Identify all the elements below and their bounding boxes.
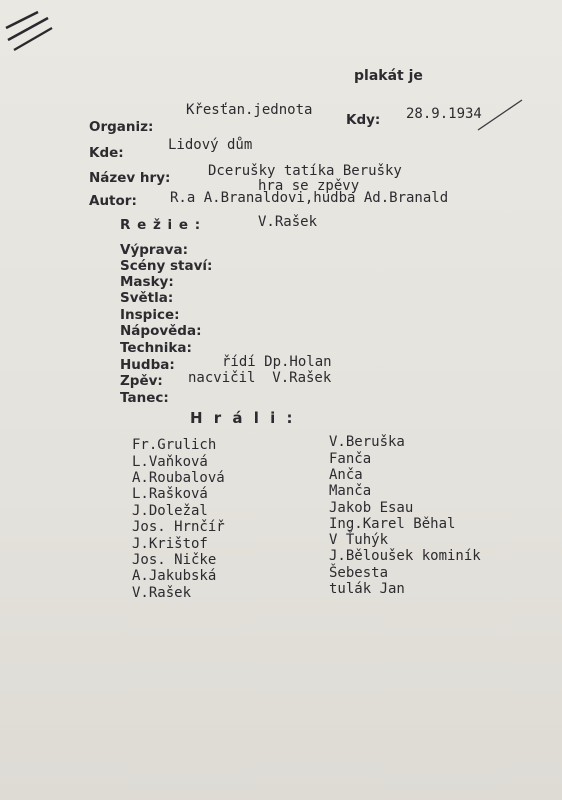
cast-role: Anča bbox=[329, 467, 363, 483]
cast-actor: V.Rašek bbox=[132, 585, 192, 601]
cast-actor: J.Doležal bbox=[132, 503, 208, 519]
pencil-slash-marks bbox=[4, 8, 54, 58]
cast-actor: Jos. Ničke bbox=[132, 552, 217, 568]
date-label: Kdy: bbox=[346, 112, 381, 128]
cast-role: Šebesta bbox=[329, 565, 389, 581]
cast-actor: Fr.Grulich bbox=[132, 437, 217, 453]
play-title-label: Název hry: bbox=[89, 170, 171, 186]
cast-actor: L.Vaňková bbox=[132, 454, 208, 470]
crew-label: Scény staví: bbox=[120, 258, 213, 274]
crew-label: Technika: bbox=[120, 340, 192, 356]
crew-label: Výprava: bbox=[120, 242, 188, 258]
organizer-value: Křesťan.jednota bbox=[186, 102, 313, 118]
play-subtitle-value: hra se zpěvy bbox=[258, 178, 360, 194]
crew-label: Hudba: bbox=[120, 357, 175, 373]
crew-label: Inspice: bbox=[120, 307, 180, 323]
cast-role: Ing.Karel Běhal bbox=[329, 516, 456, 532]
crew-label: Masky: bbox=[120, 274, 174, 290]
cast-role: J.Běloušek kominík bbox=[329, 548, 481, 564]
cast-actor: Jos. Hrnčíř bbox=[132, 519, 225, 535]
cast-actor: L.Rašková bbox=[132, 486, 208, 502]
crew-label: Nápověda: bbox=[120, 323, 202, 339]
date-value: 28.9.1934 bbox=[406, 106, 482, 122]
cast-role: Manča bbox=[329, 483, 372, 499]
cast-role: V.Beruška bbox=[329, 434, 405, 450]
cast-role: V Ťuhýk bbox=[329, 532, 389, 548]
crew-label: Světla: bbox=[120, 290, 174, 306]
venue-label: Kde: bbox=[89, 145, 124, 161]
author-label: Autor: bbox=[89, 193, 137, 209]
cast-role: Jakob Esau bbox=[329, 500, 414, 516]
play-title-value: Dcerušky tatíka Berušky bbox=[208, 163, 402, 179]
cast-actor: A.Roubalová bbox=[132, 470, 225, 486]
poster-note: plakát je bbox=[354, 68, 423, 84]
organizer-label: Organiz: bbox=[89, 119, 154, 135]
crew-value: nacvičil V.Rašek bbox=[188, 370, 332, 386]
crew-label: Tanec: bbox=[120, 390, 169, 406]
cast-actor: J.Krištof bbox=[132, 536, 208, 552]
direction-value: V.Rašek bbox=[258, 214, 318, 230]
crew-value: řídí Dp.Holan bbox=[222, 354, 332, 370]
cast-actor: A.Jakubská bbox=[132, 568, 217, 584]
author-value: R.a A.Branaldovi,hudba Ad.Branald bbox=[170, 190, 449, 206]
cast-role: tulák Jan bbox=[329, 581, 405, 597]
cast-role: Fanča bbox=[329, 451, 372, 467]
cast-heading: H r á l i : bbox=[190, 409, 296, 427]
crew-label: Zpěv: bbox=[120, 373, 163, 389]
direction-label: R e ž i e : bbox=[120, 217, 202, 233]
venue-value: Lidový dům bbox=[168, 137, 253, 153]
